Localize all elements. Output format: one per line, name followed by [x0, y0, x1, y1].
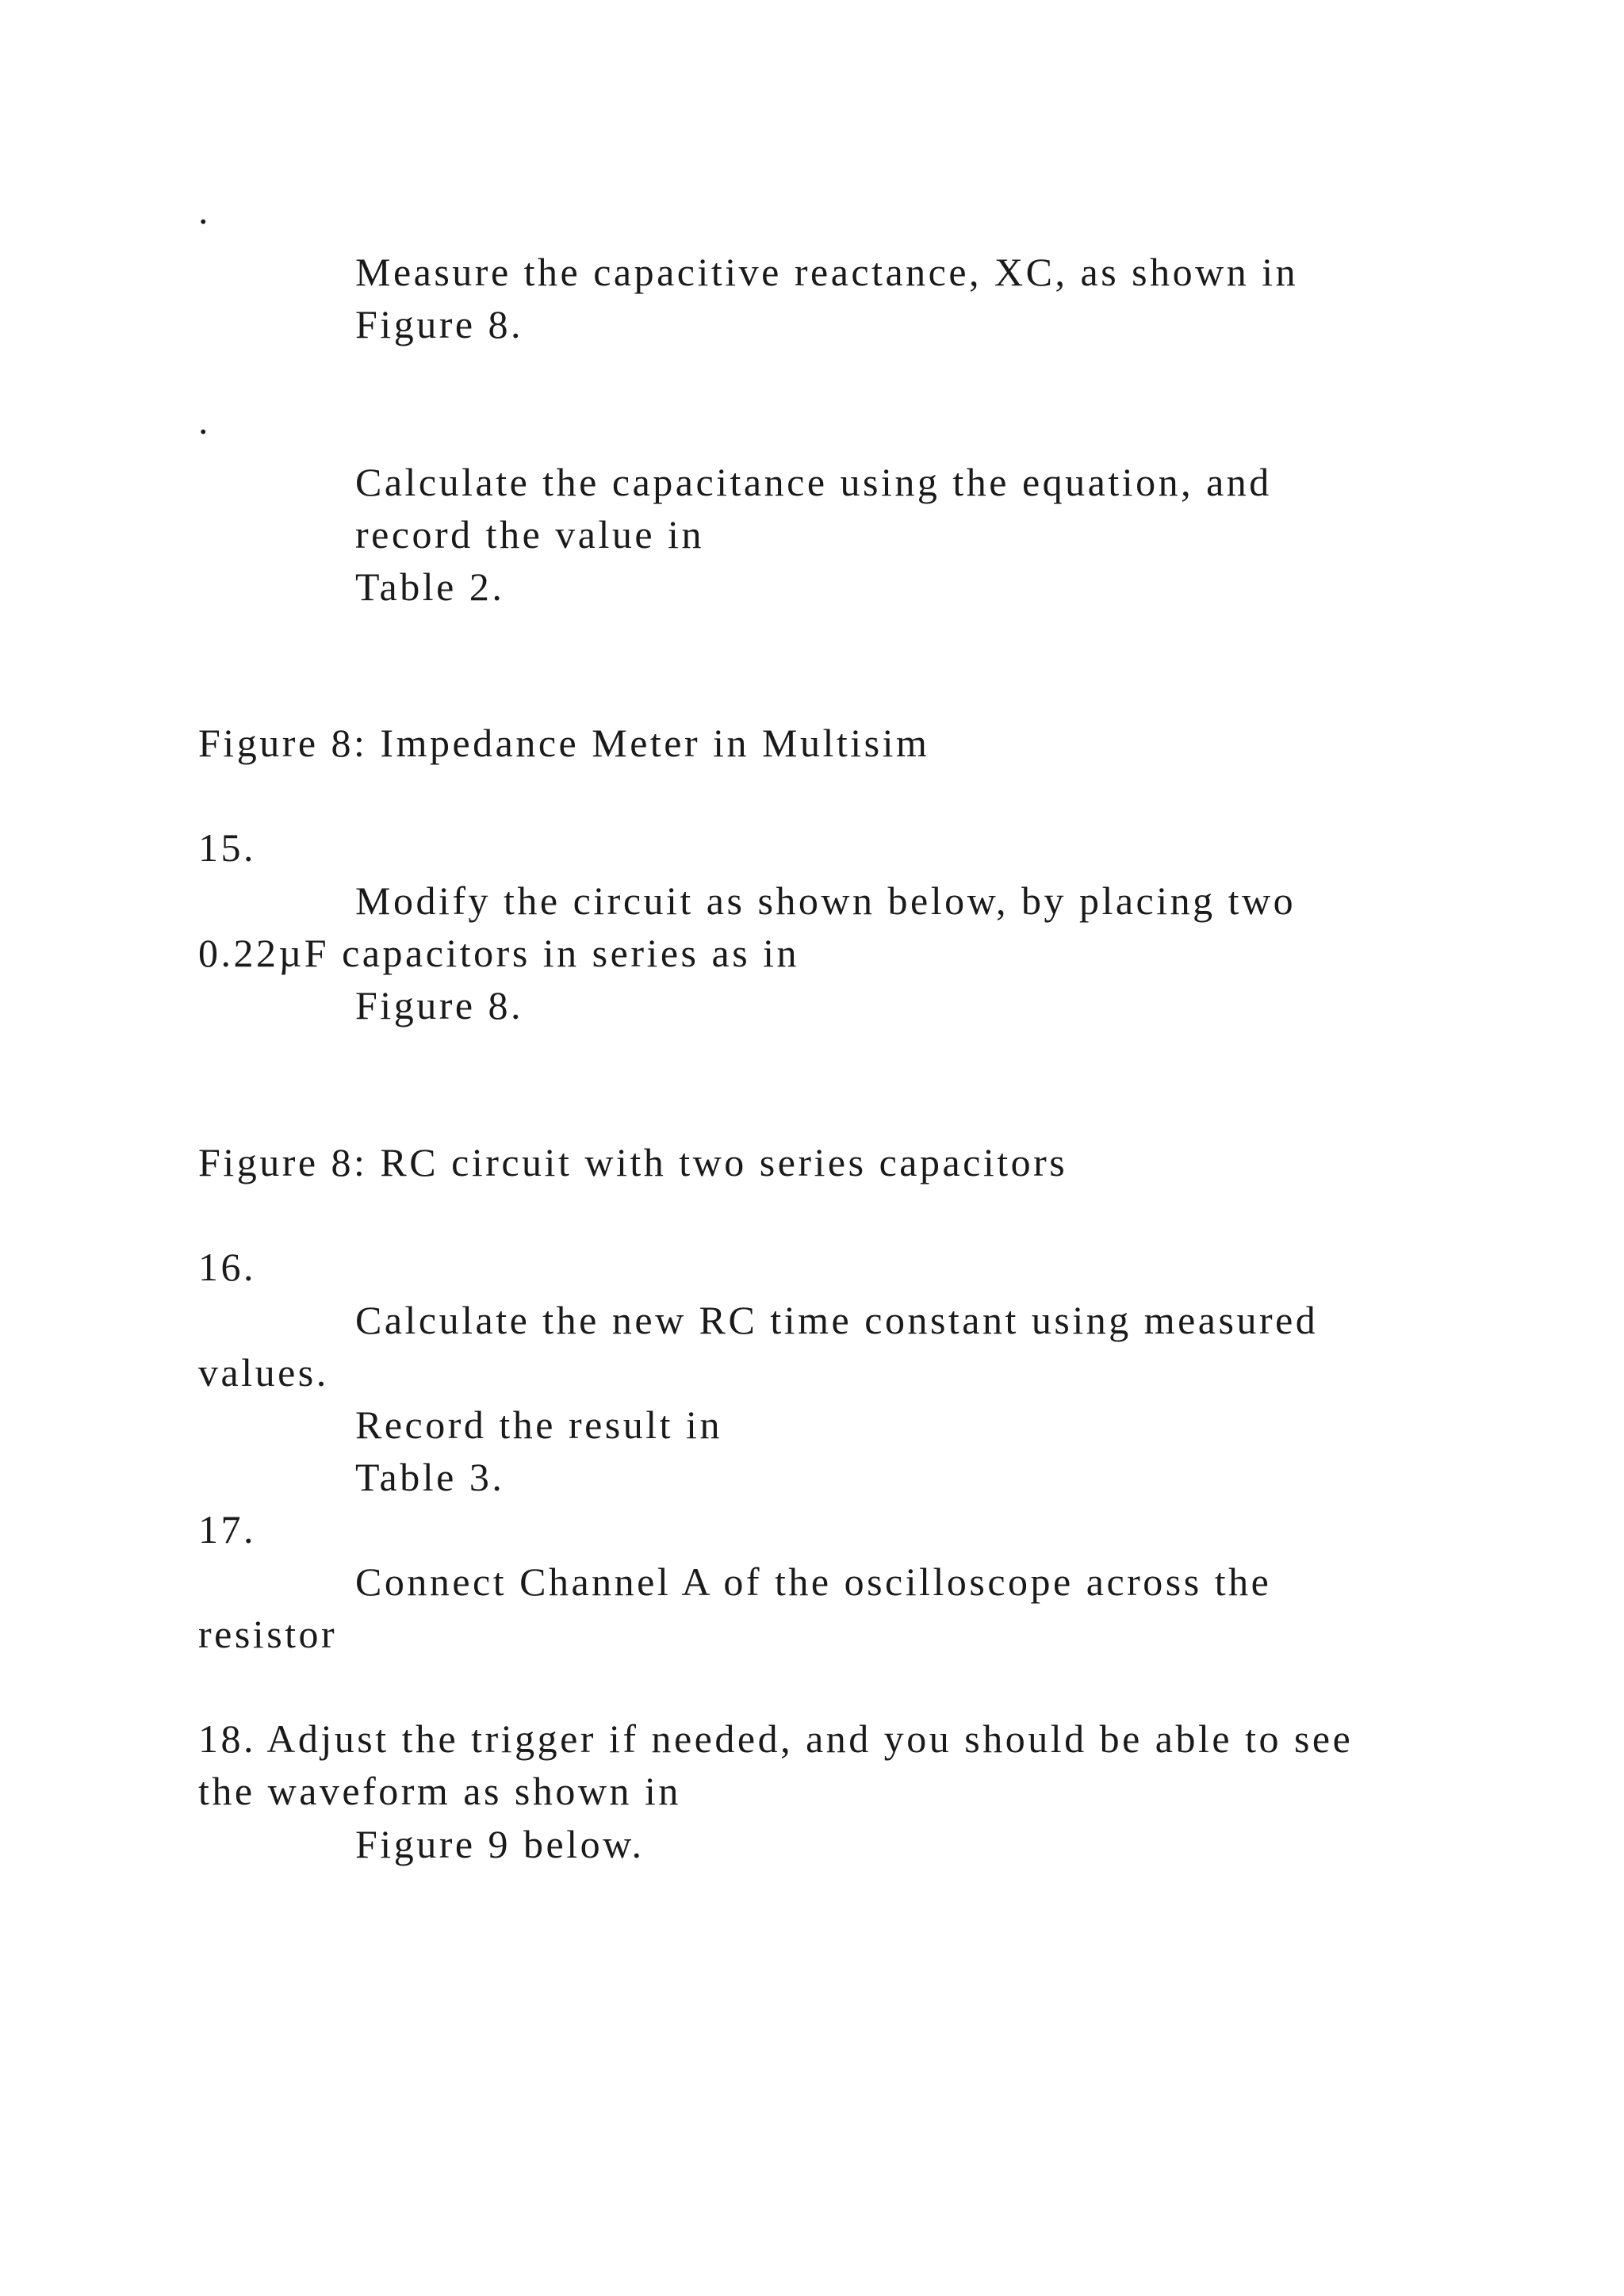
- step-18-line-2: the waveform as shown in: [198, 1769, 681, 1813]
- bullet-2-line-3: Table 2.: [355, 564, 505, 609]
- step-16-line-3: Record the result in: [355, 1402, 722, 1447]
- step-15-line-1: Modify the circuit as shown below, by placing two: [355, 878, 1297, 923]
- step-15-line-2: 0.22µF capacitors in series as in: [198, 931, 800, 975]
- step-17-number: 17.: [198, 1507, 256, 1552]
- figure-caption-impedance-meter: Figure 8: Impedance Meter in Multisim: [198, 721, 930, 765]
- step-16-line-2: values.: [198, 1350, 329, 1395]
- step-16-line-4: Table 3.: [355, 1455, 505, 1499]
- step-15-number: 15.: [198, 825, 256, 870]
- figure-caption-rc-circuit: Figure 8: RC circuit with two series capacitors: [198, 1140, 1068, 1184]
- bullet-1-line-2: Figure 8.: [355, 302, 524, 346]
- bullet-marker-2: .: [198, 398, 211, 442]
- bullet-1-line-1: Measure the capacitive reactance, XC, as shown in: [355, 250, 1299, 294]
- step-18-line-1: 18. Adjust the trigger if needed, and you should be able to see: [198, 1716, 1354, 1761]
- step-16-number: 16.: [198, 1245, 256, 1289]
- step-15-line-3: Figure 8.: [355, 983, 524, 1027]
- bullet-marker-1: .: [198, 188, 211, 232]
- bullet-2-line-2: record the value in: [355, 512, 704, 557]
- step-17-line-2: resistor: [198, 1612, 338, 1656]
- bullet-2-line-1: Calculate the capacitance using the equation, and: [355, 460, 1272, 504]
- step-18-line-3: Figure 9 below.: [355, 1822, 645, 1866]
- step-17-line-1: Connect Channel A of the oscilloscope across the: [355, 1559, 1272, 1604]
- step-16-line-1: Calculate the new RC time constant using measured: [355, 1298, 1319, 1342]
